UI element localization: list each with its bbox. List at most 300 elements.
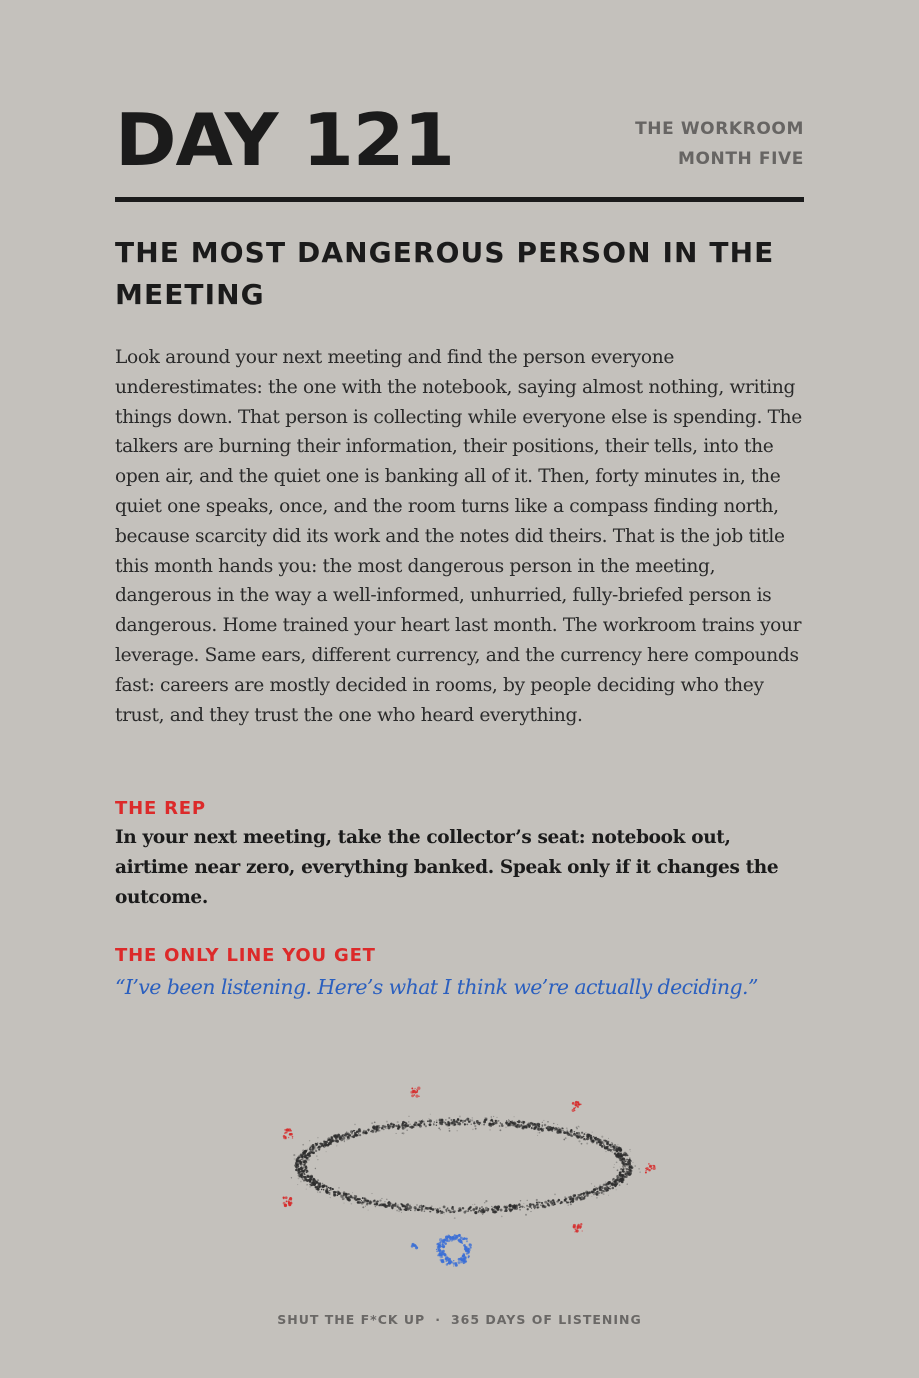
speckle (356, 1134, 358, 1136)
speckle (604, 1147, 605, 1148)
speckle (630, 1151, 631, 1152)
speckle (499, 1129, 501, 1131)
speckle (536, 1199, 538, 1201)
speckle (337, 1144, 338, 1145)
speckle (385, 1126, 386, 1127)
speckle (608, 1138, 609, 1139)
speckle (482, 1212, 484, 1214)
speckle (538, 1125, 540, 1127)
speckle (442, 1244, 444, 1246)
speckle (293, 1154, 295, 1156)
speckle (401, 1212, 402, 1213)
speckle (337, 1192, 340, 1195)
speckle (339, 1138, 341, 1140)
speckle (519, 1203, 520, 1204)
speckle (309, 1186, 310, 1187)
speckle (303, 1176, 304, 1177)
speckle (417, 1087, 420, 1090)
speckle (481, 1124, 482, 1125)
speckle (351, 1133, 353, 1135)
speckle (348, 1193, 350, 1195)
speckle (424, 1209, 426, 1211)
speckle (418, 1120, 420, 1122)
speckle (645, 1168, 646, 1169)
speckle (306, 1154, 308, 1156)
speckle (601, 1136, 603, 1138)
speckle (648, 1169, 651, 1172)
speckle (428, 1207, 429, 1208)
speckle (317, 1142, 319, 1144)
speckle (602, 1190, 604, 1192)
speckle (370, 1200, 371, 1201)
speckle (628, 1169, 629, 1170)
speckle (509, 1120, 510, 1121)
speckle (527, 1208, 529, 1210)
speckle (576, 1134, 579, 1137)
speckle (590, 1140, 592, 1142)
speckle (352, 1197, 354, 1199)
speckle (302, 1178, 304, 1180)
speckle (443, 1253, 446, 1256)
speckle (582, 1198, 584, 1200)
speckle (577, 1105, 579, 1107)
speckle (356, 1130, 358, 1132)
speckle (415, 1208, 417, 1210)
speckle (605, 1181, 606, 1182)
speckle (383, 1205, 385, 1207)
speckle (470, 1210, 472, 1212)
speckle (454, 1212, 455, 1213)
speckle (603, 1139, 605, 1141)
speckle (468, 1248, 470, 1250)
speckle (379, 1130, 380, 1131)
speckle (523, 1203, 524, 1204)
speckle (543, 1120, 544, 1121)
speckle (508, 1123, 511, 1126)
speckle (466, 1124, 468, 1126)
speckle (610, 1188, 612, 1190)
speckle (392, 1126, 394, 1128)
speckle (577, 1101, 579, 1103)
speckle (510, 1122, 511, 1123)
speckle (500, 1209, 503, 1212)
speckle (616, 1184, 618, 1186)
speckle (604, 1141, 605, 1142)
speckle (540, 1128, 543, 1131)
speckle (362, 1198, 363, 1199)
footer-subtitle: 365 DAYS OF LISTENING (450, 1312, 642, 1327)
speckle (317, 1137, 319, 1139)
speckle (482, 1210, 483, 1211)
speckle (563, 1202, 564, 1203)
speckle (337, 1195, 338, 1196)
speckle (511, 1205, 514, 1208)
speckle (563, 1130, 565, 1132)
table-ellipse (291, 1114, 641, 1219)
speckle (602, 1145, 603, 1146)
speckle (455, 1210, 457, 1212)
speckle (390, 1123, 393, 1126)
speckle (326, 1145, 327, 1146)
speckle (352, 1192, 353, 1193)
speckle (309, 1148, 311, 1150)
speckle (473, 1122, 474, 1123)
speckle (466, 1252, 468, 1254)
speckle (468, 1211, 469, 1212)
speckle (629, 1157, 630, 1158)
speckle (607, 1190, 608, 1191)
speckle (519, 1207, 521, 1209)
speckle (558, 1198, 559, 1199)
speckle (627, 1184, 628, 1185)
speckle (444, 1213, 445, 1214)
speckle (554, 1194, 556, 1196)
speckle (443, 1241, 445, 1243)
speckle (304, 1179, 305, 1180)
speckle (477, 1122, 479, 1124)
body-paragraph: Look around your next meeting and find the person everyone underestimates: the one with the notebook, saying almost nothing, writing things down. That person is collecting while everyone else is spending. The talkers are burning their information, their positions, their tells, into the open air, and the quiet one is banking all of it. Then, forty minutes in, the quiet one speaks, once, and the room turns like a compass finding north, because scarcity did its work and the notes did theirs. That is the job title this month hands you: the most dangerous person in the meeting, dangerous in the way a well-informed, unhurried, fully-briefed person is dangerous. Home trained your heart last month. The workroom trains your leverage. Same ears, different currency, and the currency here compounds fast: careers are mostly decided in rooms, by people deciding who they trust, and they trust the one who heard everything. (115, 347, 802, 726)
speckle (463, 1263, 465, 1265)
speckle (326, 1187, 327, 1188)
speckle (501, 1125, 504, 1128)
speckle (444, 1122, 446, 1124)
speckle (355, 1199, 357, 1201)
speckle (624, 1161, 625, 1162)
speckle (406, 1129, 408, 1131)
speckle (385, 1128, 386, 1129)
speckle (463, 1237, 466, 1240)
speckle (645, 1172, 647, 1174)
speckle (603, 1193, 605, 1195)
speckle (290, 1133, 293, 1136)
speckle (306, 1179, 309, 1182)
speckle (303, 1165, 305, 1167)
speckle (495, 1120, 498, 1123)
rep-label: THE REP (115, 798, 206, 819)
speckle (433, 1123, 434, 1124)
speckle (388, 1204, 391, 1207)
speckle (410, 1126, 413, 1129)
speckle (301, 1154, 303, 1156)
speckle (638, 1168, 639, 1169)
speckle (300, 1164, 302, 1166)
speckle (457, 1118, 460, 1121)
speckle (602, 1188, 603, 1189)
speckle (308, 1159, 310, 1161)
speckle (288, 1201, 290, 1203)
speckle (482, 1214, 483, 1215)
speckle (619, 1177, 621, 1179)
speckle (479, 1207, 481, 1209)
speckle (547, 1203, 549, 1205)
speckle (475, 1208, 477, 1210)
speckle (334, 1140, 337, 1143)
speckle (552, 1127, 554, 1129)
speckle (436, 1122, 437, 1123)
speckle (496, 1206, 497, 1207)
speckle (619, 1174, 621, 1176)
speckle (591, 1183, 592, 1184)
speckle (453, 1236, 454, 1237)
speckle (624, 1165, 626, 1167)
speckle (552, 1203, 553, 1204)
speckle (371, 1193, 372, 1194)
speckle (496, 1117, 497, 1118)
speckle (440, 1129, 442, 1131)
speckle (436, 1124, 437, 1125)
speckle (292, 1137, 293, 1138)
speckle (292, 1136, 294, 1138)
speckle (535, 1204, 537, 1206)
speckle (430, 1114, 431, 1115)
speckle (362, 1206, 364, 1208)
speckle (415, 1246, 418, 1249)
speckle (620, 1171, 622, 1173)
speckle (443, 1261, 445, 1263)
speckle (458, 1210, 459, 1211)
speckle (582, 1230, 583, 1231)
speckle (317, 1191, 318, 1192)
speckle (409, 1116, 410, 1117)
speckle (579, 1225, 582, 1228)
speckle (532, 1122, 534, 1124)
speckle (520, 1200, 521, 1201)
speckle (307, 1149, 308, 1150)
speckle (452, 1211, 453, 1212)
speckle (514, 1207, 516, 1209)
speckle (290, 1200, 291, 1201)
speckle (351, 1136, 353, 1138)
speckle (462, 1255, 465, 1258)
speckle (586, 1143, 588, 1145)
speckle (323, 1141, 325, 1143)
speckle (625, 1168, 626, 1169)
speckle (491, 1124, 493, 1126)
speckle (609, 1181, 611, 1183)
speckle (526, 1124, 529, 1127)
speckle (509, 1204, 512, 1207)
speckle (650, 1166, 651, 1167)
speckle (303, 1159, 305, 1161)
speckle (343, 1139, 344, 1140)
speckle (461, 1120, 463, 1122)
speckle (565, 1201, 567, 1203)
speckle (346, 1139, 348, 1141)
speckle (515, 1204, 518, 1207)
speckle (302, 1152, 305, 1155)
speckle (375, 1131, 376, 1132)
speckle (351, 1203, 353, 1205)
speckle (608, 1195, 609, 1196)
speckle (586, 1192, 588, 1194)
speckle (470, 1207, 471, 1208)
speckle (581, 1196, 583, 1198)
meeting-table-illustration (270, 1078, 670, 1278)
speckle (458, 1207, 461, 1210)
speckle (374, 1126, 376, 1128)
speckle (521, 1127, 523, 1129)
speckle (605, 1189, 607, 1191)
speckle (557, 1200, 560, 1203)
speckle (481, 1206, 483, 1208)
speckle (386, 1199, 387, 1200)
speckle (570, 1129, 572, 1131)
speckle (434, 1121, 436, 1123)
speckle (599, 1188, 601, 1190)
speckle (431, 1206, 432, 1207)
speckle (345, 1193, 348, 1196)
speckle (622, 1165, 624, 1167)
speckle (583, 1133, 585, 1135)
speckle (531, 1208, 532, 1209)
speckle (445, 1119, 446, 1120)
speckle (587, 1136, 589, 1138)
speckle (398, 1126, 400, 1128)
speckle (345, 1196, 347, 1198)
speckle (565, 1137, 567, 1139)
speckle (498, 1120, 499, 1121)
speckle (487, 1211, 489, 1213)
speckle (652, 1165, 654, 1167)
speckle (493, 1116, 494, 1117)
blue-circle (411, 1234, 472, 1267)
speckle (612, 1187, 615, 1190)
speckle (563, 1131, 566, 1134)
speckle (651, 1168, 652, 1169)
speckle (333, 1194, 334, 1195)
speckle (449, 1122, 451, 1124)
speckle (459, 1236, 460, 1237)
speckle (419, 1207, 420, 1208)
speckle (359, 1129, 361, 1131)
speckle (440, 1259, 443, 1262)
speckle (625, 1174, 627, 1176)
speckle (379, 1127, 381, 1129)
speckle (546, 1128, 547, 1129)
speckle (595, 1141, 596, 1142)
speckle (409, 1205, 410, 1206)
speckle (352, 1135, 355, 1138)
speckle (621, 1158, 623, 1160)
speckle (312, 1151, 315, 1154)
speckle (374, 1121, 376, 1123)
speckle (533, 1128, 535, 1130)
speckle (310, 1145, 312, 1147)
speckle (319, 1182, 321, 1184)
speckle (353, 1130, 355, 1132)
speckle (436, 1211, 439, 1214)
speckle (462, 1259, 465, 1262)
speckle (613, 1178, 615, 1180)
speckle (408, 1121, 409, 1122)
speckle (611, 1142, 613, 1144)
speckle (516, 1125, 518, 1127)
speckle (478, 1211, 480, 1213)
speckle (623, 1159, 625, 1161)
speckle (598, 1195, 599, 1196)
speckle (560, 1201, 563, 1204)
speckle (314, 1148, 316, 1150)
speckle (314, 1178, 316, 1180)
speckle (623, 1167, 624, 1168)
speckle (537, 1128, 540, 1131)
speckle (449, 1238, 451, 1240)
speckle (462, 1122, 463, 1123)
speckle (332, 1188, 334, 1190)
speckle (440, 1122, 443, 1125)
speckle (471, 1119, 473, 1121)
speckle (583, 1194, 584, 1195)
speckle (323, 1143, 324, 1144)
speckle (414, 1094, 415, 1095)
speckle (613, 1147, 614, 1148)
speckle (309, 1181, 310, 1182)
speckle (344, 1140, 345, 1141)
speckle (624, 1176, 626, 1178)
speckle (491, 1208, 493, 1210)
speckle (441, 1245, 443, 1247)
speckle (475, 1128, 477, 1130)
speckle (397, 1121, 399, 1123)
speckle (390, 1206, 391, 1207)
speckle (336, 1145, 337, 1146)
speckle (421, 1210, 423, 1212)
speckle (387, 1124, 389, 1126)
speckle (570, 1201, 571, 1202)
speckle (298, 1171, 299, 1172)
page-title: THE MOST DANGEROUS PERSON IN THE MEETING (115, 236, 775, 311)
speckle (298, 1178, 300, 1180)
speckle (429, 1123, 432, 1126)
speckle (438, 1127, 440, 1129)
speckle (318, 1148, 320, 1150)
section-meta (635, 114, 804, 174)
speckle (530, 1211, 531, 1212)
speckle (610, 1185, 611, 1186)
speckle (319, 1186, 321, 1188)
speckle (330, 1192, 331, 1193)
speckle (313, 1182, 316, 1185)
speckle (427, 1120, 429, 1122)
speckle (285, 1136, 287, 1138)
speckle (330, 1197, 331, 1198)
speckle (317, 1182, 319, 1184)
speckle (323, 1146, 325, 1148)
speckle (459, 1116, 461, 1118)
speckle (304, 1162, 305, 1163)
speckle (284, 1129, 286, 1131)
speckle (368, 1131, 369, 1132)
speckle (612, 1152, 613, 1153)
speckle (508, 1121, 509, 1122)
speckle (444, 1121, 445, 1122)
speckle (410, 1207, 412, 1209)
speckle (527, 1200, 528, 1201)
speckle (434, 1208, 435, 1209)
speckle (294, 1159, 295, 1160)
speckle (612, 1143, 614, 1145)
speckle (316, 1186, 318, 1188)
speckle (511, 1209, 513, 1211)
speckle (315, 1145, 316, 1146)
speckle (439, 1246, 440, 1247)
speckle (463, 1244, 466, 1247)
speckle (342, 1134, 345, 1137)
speckle (604, 1187, 607, 1190)
speckle (540, 1204, 541, 1205)
speckle (365, 1131, 368, 1134)
speckle (537, 1135, 538, 1136)
